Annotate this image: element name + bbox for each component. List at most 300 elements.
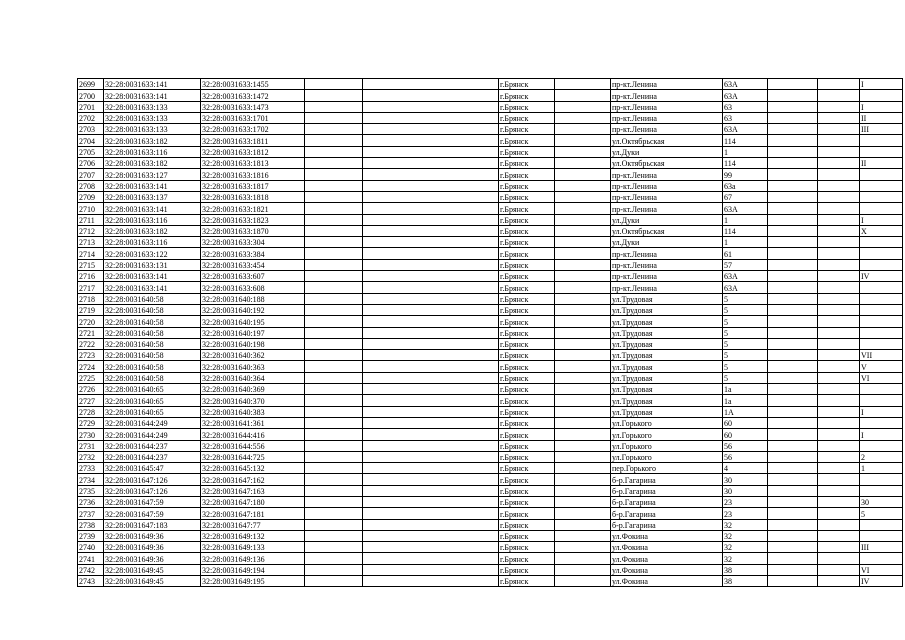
row-number-cell: 2731 bbox=[78, 440, 104, 451]
empty-cell-b bbox=[363, 474, 499, 485]
table-row bbox=[78, 474, 903, 485]
city-cell: г.Брянск bbox=[499, 451, 555, 462]
object-cadastral-number-cell: 32:28:0031640:362 bbox=[201, 350, 305, 361]
parcel-cadastral-number-cell: 32:28:0031633:133 bbox=[104, 101, 201, 112]
street-cell: ул.Трудовая bbox=[611, 293, 723, 304]
street-cell: ул.Горького bbox=[611, 429, 723, 440]
table-row bbox=[78, 496, 903, 507]
table-row bbox=[78, 338, 903, 349]
object-cadastral-number-cell: 32:28:0031633:454 bbox=[201, 259, 305, 270]
empty-cell-c bbox=[555, 124, 611, 135]
house-number-cell: 30 bbox=[723, 485, 768, 496]
street-cell: пр-кт.Ленина bbox=[611, 180, 723, 191]
empty-cell-b bbox=[363, 542, 499, 553]
street-cell: ул.Трудовая bbox=[611, 316, 723, 327]
object-cadastral-number-cell: 32:28:0031649:195 bbox=[201, 576, 305, 587]
empty-cell-c bbox=[555, 508, 611, 519]
empty-cell-e bbox=[818, 101, 860, 112]
city-cell: г.Брянск bbox=[499, 553, 555, 564]
table-row bbox=[78, 248, 903, 259]
city-cell: г.Брянск bbox=[499, 496, 555, 507]
object-cadastral-number-cell: 32:28:0031649:133 bbox=[201, 542, 305, 553]
city-cell: г.Брянск bbox=[499, 474, 555, 485]
unit-number-cell bbox=[860, 417, 903, 428]
house-number-cell: 99 bbox=[723, 169, 768, 180]
empty-cell-d bbox=[768, 553, 818, 564]
empty-cell-c bbox=[555, 372, 611, 383]
empty-cell-b bbox=[363, 79, 499, 90]
street-cell: ул.Октябрьская bbox=[611, 135, 723, 146]
unit-number-cell: II bbox=[860, 112, 903, 123]
house-number-cell: 1 bbox=[723, 146, 768, 157]
object-cadastral-number-cell: 32:28:0031633:1702 bbox=[201, 124, 305, 135]
house-number-cell: 23 bbox=[723, 508, 768, 519]
object-cadastral-number-cell: 32:28:0031640:198 bbox=[201, 338, 305, 349]
empty-cell-e bbox=[818, 417, 860, 428]
street-cell: б-р.Гагарина bbox=[611, 519, 723, 530]
empty-cell-b bbox=[363, 180, 499, 191]
object-cadastral-number-cell: 32:28:0031633:1813 bbox=[201, 158, 305, 169]
object-cadastral-number-cell: 32:28:0031633:304 bbox=[201, 237, 305, 248]
row-number-cell: 2699 bbox=[78, 79, 104, 90]
empty-cell-b bbox=[363, 124, 499, 135]
street-cell: пр-кт.Ленина bbox=[611, 79, 723, 90]
empty-cell-d bbox=[768, 158, 818, 169]
street-cell: ул.Дуки bbox=[611, 214, 723, 225]
row-number-cell: 2732 bbox=[78, 451, 104, 462]
row-number-cell: 2741 bbox=[78, 553, 104, 564]
parcel-cadastral-number-cell: 32:28:0031633:182 bbox=[104, 135, 201, 146]
house-number-cell: 61 bbox=[723, 248, 768, 259]
empty-cell-c bbox=[555, 417, 611, 428]
empty-cell-c bbox=[555, 282, 611, 293]
empty-cell-b bbox=[363, 440, 499, 451]
empty-cell-c bbox=[555, 316, 611, 327]
row-number-cell: 2706 bbox=[78, 158, 104, 169]
table-row bbox=[78, 429, 903, 440]
table-row bbox=[78, 146, 903, 157]
row-number-cell: 2700 bbox=[78, 90, 104, 101]
empty-cell-a bbox=[305, 496, 363, 507]
street-cell: ул.Горького bbox=[611, 417, 723, 428]
street-cell: ул.Трудовая bbox=[611, 304, 723, 315]
street-cell: пр-кт.Ленина bbox=[611, 101, 723, 112]
empty-cell-d bbox=[768, 304, 818, 315]
object-cadastral-number-cell: 32:28:0031647:163 bbox=[201, 485, 305, 496]
empty-cell-e bbox=[818, 237, 860, 248]
empty-cell-d bbox=[768, 180, 818, 191]
empty-cell-b bbox=[363, 214, 499, 225]
empty-cell-a bbox=[305, 191, 363, 202]
empty-cell-e bbox=[818, 282, 860, 293]
house-number-cell: 114 bbox=[723, 135, 768, 146]
empty-cell-c bbox=[555, 564, 611, 575]
parcel-cadastral-number-cell: 32:28:0031644:237 bbox=[104, 440, 201, 451]
house-number-cell: 63А bbox=[723, 282, 768, 293]
unit-number-cell: III bbox=[860, 124, 903, 135]
empty-cell-c bbox=[555, 463, 611, 474]
parcel-cadastral-number-cell: 32:28:0031640:58 bbox=[104, 338, 201, 349]
city-cell: г.Брянск bbox=[499, 225, 555, 236]
empty-cell-e bbox=[818, 384, 860, 395]
unit-number-cell: X bbox=[860, 225, 903, 236]
object-cadastral-number-cell: 32:28:0031633:1472 bbox=[201, 90, 305, 101]
unit-number-cell: VII bbox=[860, 350, 903, 361]
empty-cell-a bbox=[305, 248, 363, 259]
street-cell: пр-кт.Ленина bbox=[611, 90, 723, 101]
parcel-cadastral-number-cell: 32:28:0031649:36 bbox=[104, 530, 201, 541]
house-number-cell: 114 bbox=[723, 158, 768, 169]
house-number-cell: 60 bbox=[723, 417, 768, 428]
street-cell: ул.Горького bbox=[611, 440, 723, 451]
empty-cell-c bbox=[555, 271, 611, 282]
empty-cell-a bbox=[305, 485, 363, 496]
house-number-cell: 30 bbox=[723, 474, 768, 485]
empty-cell-e bbox=[818, 124, 860, 135]
empty-cell-c bbox=[555, 146, 611, 157]
empty-cell-d bbox=[768, 248, 818, 259]
empty-cell-c bbox=[555, 384, 611, 395]
empty-cell-c bbox=[555, 214, 611, 225]
parcel-cadastral-number-cell: 32:28:0031647:126 bbox=[104, 485, 201, 496]
empty-cell-a bbox=[305, 406, 363, 417]
table-row bbox=[78, 508, 903, 519]
row-number-cell: 2719 bbox=[78, 304, 104, 315]
empty-cell-a bbox=[305, 90, 363, 101]
empty-cell-d bbox=[768, 361, 818, 372]
empty-cell-a bbox=[305, 112, 363, 123]
house-number-cell: 63А bbox=[723, 124, 768, 135]
row-number-cell: 2726 bbox=[78, 384, 104, 395]
empty-cell-d bbox=[768, 576, 818, 587]
empty-cell-a bbox=[305, 576, 363, 587]
unit-number-cell: II bbox=[860, 158, 903, 169]
empty-cell-d bbox=[768, 372, 818, 383]
row-number-cell: 2727 bbox=[78, 395, 104, 406]
empty-cell-b bbox=[363, 508, 499, 519]
empty-cell-c bbox=[555, 361, 611, 372]
unit-number-cell bbox=[860, 440, 903, 451]
row-number-cell: 2722 bbox=[78, 338, 104, 349]
empty-cell-e bbox=[818, 508, 860, 519]
table-row bbox=[78, 112, 903, 123]
table-row bbox=[78, 180, 903, 191]
empty-cell-b bbox=[363, 316, 499, 327]
object-cadastral-number-cell: 32:28:0031640:363 bbox=[201, 361, 305, 372]
table-row bbox=[78, 395, 903, 406]
empty-cell-b bbox=[363, 384, 499, 395]
city-cell: г.Брянск bbox=[499, 519, 555, 530]
empty-cell-d bbox=[768, 225, 818, 236]
unit-number-cell bbox=[860, 90, 903, 101]
street-cell: ул.Фокина bbox=[611, 542, 723, 553]
city-cell: г.Брянск bbox=[499, 248, 555, 259]
empty-cell-c bbox=[555, 485, 611, 496]
row-number-cell: 2729 bbox=[78, 417, 104, 428]
unit-number-cell bbox=[860, 485, 903, 496]
street-cell: ул.Трудовая bbox=[611, 350, 723, 361]
empty-cell-d bbox=[768, 327, 818, 338]
empty-cell-b bbox=[363, 372, 499, 383]
object-cadastral-number-cell: 32:28:0031640:370 bbox=[201, 395, 305, 406]
street-cell: б-р.Гагарина bbox=[611, 508, 723, 519]
empty-cell-a bbox=[305, 79, 363, 90]
house-number-cell: 5 bbox=[723, 350, 768, 361]
unit-number-cell bbox=[860, 519, 903, 530]
unit-number-cell bbox=[860, 191, 903, 202]
street-cell: ул.Фокина bbox=[611, 530, 723, 541]
empty-cell-c bbox=[555, 542, 611, 553]
house-number-cell: 32 bbox=[723, 519, 768, 530]
empty-cell-a bbox=[305, 203, 363, 214]
table-row bbox=[78, 553, 903, 564]
empty-cell-a bbox=[305, 338, 363, 349]
parcel-cadastral-number-cell: 32:28:0031649:36 bbox=[104, 553, 201, 564]
city-cell: г.Брянск bbox=[499, 350, 555, 361]
street-cell: пр-кт.Ленина bbox=[611, 169, 723, 180]
object-cadastral-number-cell: 32:28:0031633:1816 bbox=[201, 169, 305, 180]
row-number-cell: 2734 bbox=[78, 474, 104, 485]
object-cadastral-number-cell: 32:28:0031633:1812 bbox=[201, 146, 305, 157]
empty-cell-d bbox=[768, 463, 818, 474]
parcel-cadastral-number-cell: 32:28:0031633:131 bbox=[104, 259, 201, 270]
parcel-cadastral-number-cell: 32:28:0031640:58 bbox=[104, 316, 201, 327]
unit-number-cell: V bbox=[860, 361, 903, 372]
empty-cell-e bbox=[818, 485, 860, 496]
row-number-cell: 2739 bbox=[78, 530, 104, 541]
empty-cell-a bbox=[305, 225, 363, 236]
object-cadastral-number-cell: 32:28:0031640:195 bbox=[201, 316, 305, 327]
city-cell: г.Брянск bbox=[499, 508, 555, 519]
parcel-cadastral-number-cell: 32:28:0031633:127 bbox=[104, 169, 201, 180]
house-number-cell: 5 bbox=[723, 372, 768, 383]
empty-cell-b bbox=[363, 350, 499, 361]
parcel-cadastral-number-cell: 32:28:0031644:237 bbox=[104, 451, 201, 462]
unit-number-cell bbox=[860, 316, 903, 327]
empty-cell-e bbox=[818, 293, 860, 304]
object-cadastral-number-cell: 32:28:0031644:725 bbox=[201, 451, 305, 462]
object-cadastral-number-cell: 32:28:0031640:188 bbox=[201, 293, 305, 304]
empty-cell-c bbox=[555, 169, 611, 180]
row-number-cell: 2709 bbox=[78, 191, 104, 202]
empty-cell-b bbox=[363, 496, 499, 507]
empty-cell-b bbox=[363, 112, 499, 123]
unit-number-cell: I bbox=[860, 429, 903, 440]
empty-cell-b bbox=[363, 248, 499, 259]
city-cell: г.Брянск bbox=[499, 361, 555, 372]
city-cell: г.Брянск bbox=[499, 90, 555, 101]
empty-cell-e bbox=[818, 304, 860, 315]
object-cadastral-number-cell: 32:28:0031649:136 bbox=[201, 553, 305, 564]
street-cell: ул.Дуки bbox=[611, 237, 723, 248]
parcel-cadastral-number-cell: 32:28:0031640:58 bbox=[104, 293, 201, 304]
unit-number-cell: IV bbox=[860, 271, 903, 282]
empty-cell-a bbox=[305, 530, 363, 541]
row-number-cell: 2730 bbox=[78, 429, 104, 440]
parcel-cadastral-number-cell: 32:28:0031644:249 bbox=[104, 429, 201, 440]
empty-cell-b bbox=[363, 485, 499, 496]
house-number-cell: 5 bbox=[723, 361, 768, 372]
table-row bbox=[78, 191, 903, 202]
empty-cell-c bbox=[555, 327, 611, 338]
house-number-cell: 5 bbox=[723, 304, 768, 315]
empty-cell-c bbox=[555, 191, 611, 202]
parcel-cadastral-number-cell: 32:28:0031633:182 bbox=[104, 225, 201, 236]
street-cell: пр-кт.Ленина bbox=[611, 124, 723, 135]
empty-cell-a bbox=[305, 474, 363, 485]
house-number-cell: 32 bbox=[723, 553, 768, 564]
row-number-cell: 2723 bbox=[78, 350, 104, 361]
empty-cell-e bbox=[818, 350, 860, 361]
parcel-cadastral-number-cell: 32:28:0031640:58 bbox=[104, 361, 201, 372]
table-body bbox=[78, 79, 903, 587]
object-cadastral-number-cell: 32:28:0031633:1821 bbox=[201, 203, 305, 214]
empty-cell-e bbox=[818, 530, 860, 541]
table-row bbox=[78, 158, 903, 169]
empty-cell-d bbox=[768, 259, 818, 270]
row-number-cell: 2721 bbox=[78, 327, 104, 338]
empty-cell-a bbox=[305, 463, 363, 474]
empty-cell-e bbox=[818, 564, 860, 575]
empty-cell-a bbox=[305, 101, 363, 112]
table-row bbox=[78, 214, 903, 225]
row-number-cell: 2724 bbox=[78, 361, 104, 372]
row-number-cell: 2728 bbox=[78, 406, 104, 417]
empty-cell-a bbox=[305, 327, 363, 338]
row-number-cell: 2710 bbox=[78, 203, 104, 214]
street-cell: ул.Фокина bbox=[611, 553, 723, 564]
parcel-cadastral-number-cell: 32:28:0031649:45 bbox=[104, 576, 201, 587]
table-row bbox=[78, 259, 903, 270]
house-number-cell: 1А bbox=[723, 406, 768, 417]
empty-cell-c bbox=[555, 474, 611, 485]
city-cell: г.Брянск bbox=[499, 384, 555, 395]
empty-cell-e bbox=[818, 372, 860, 383]
empty-cell-b bbox=[363, 90, 499, 101]
row-number-cell: 2735 bbox=[78, 485, 104, 496]
table-row bbox=[78, 384, 903, 395]
object-cadastral-number-cell: 32:28:0031633:1823 bbox=[201, 214, 305, 225]
empty-cell-a bbox=[305, 135, 363, 146]
empty-cell-c bbox=[555, 135, 611, 146]
unit-number-cell bbox=[860, 384, 903, 395]
house-number-cell: 114 bbox=[723, 225, 768, 236]
empty-cell-a bbox=[305, 361, 363, 372]
house-number-cell: 32 bbox=[723, 530, 768, 541]
empty-cell-c bbox=[555, 519, 611, 530]
unit-number-cell bbox=[860, 237, 903, 248]
street-cell: пр-кт.Ленина bbox=[611, 259, 723, 270]
object-cadastral-number-cell: 32:28:0031640:383 bbox=[201, 406, 305, 417]
empty-cell-c bbox=[555, 180, 611, 191]
city-cell: г.Брянск bbox=[499, 101, 555, 112]
row-number-cell: 2711 bbox=[78, 214, 104, 225]
empty-cell-b bbox=[363, 406, 499, 417]
row-number-cell: 2725 bbox=[78, 372, 104, 383]
empty-cell-a bbox=[305, 158, 363, 169]
house-number-cell: 5 bbox=[723, 327, 768, 338]
empty-cell-b bbox=[363, 361, 499, 372]
empty-cell-e bbox=[818, 158, 860, 169]
empty-cell-d bbox=[768, 530, 818, 541]
empty-cell-c bbox=[555, 259, 611, 270]
object-cadastral-number-cell: 32:28:0031641:361 bbox=[201, 417, 305, 428]
parcel-cadastral-number-cell: 32:28:0031633:122 bbox=[104, 248, 201, 259]
parcel-cadastral-number-cell: 32:28:0031633:141 bbox=[104, 180, 201, 191]
empty-cell-b bbox=[363, 158, 499, 169]
row-number-cell: 2707 bbox=[78, 169, 104, 180]
empty-cell-a bbox=[305, 271, 363, 282]
empty-cell-a bbox=[305, 384, 363, 395]
row-number-cell: 2703 bbox=[78, 124, 104, 135]
empty-cell-e bbox=[818, 361, 860, 372]
object-cadastral-number-cell: 32:28:0031644:416 bbox=[201, 429, 305, 440]
empty-cell-e bbox=[818, 553, 860, 564]
empty-cell-d bbox=[768, 338, 818, 349]
city-cell: г.Брянск bbox=[499, 395, 555, 406]
city-cell: г.Брянск bbox=[499, 316, 555, 327]
street-cell: ул.Трудовая bbox=[611, 406, 723, 417]
house-number-cell: 63 bbox=[723, 112, 768, 123]
unit-number-cell: 1 bbox=[860, 463, 903, 474]
empty-cell-a bbox=[305, 350, 363, 361]
object-cadastral-number-cell: 32:28:0031644:556 bbox=[201, 440, 305, 451]
city-cell: г.Брянск bbox=[499, 79, 555, 90]
empty-cell-b bbox=[363, 519, 499, 530]
empty-cell-e bbox=[818, 146, 860, 157]
street-cell: ул.Фокина bbox=[611, 564, 723, 575]
object-cadastral-number-cell: 32:28:0031633:1817 bbox=[201, 180, 305, 191]
object-cadastral-number-cell: 32:28:0031633:1455 bbox=[201, 79, 305, 90]
object-cadastral-number-cell: 32:28:0031633:1818 bbox=[201, 191, 305, 202]
empty-cell-d bbox=[768, 214, 818, 225]
city-cell: г.Брянск bbox=[499, 214, 555, 225]
house-number-cell: 56 bbox=[723, 440, 768, 451]
table-row bbox=[78, 271, 903, 282]
city-cell: г.Брянск bbox=[499, 271, 555, 282]
unit-number-cell: I bbox=[860, 101, 903, 112]
empty-cell-a bbox=[305, 169, 363, 180]
house-number-cell: 1а bbox=[723, 384, 768, 395]
empty-cell-b bbox=[363, 429, 499, 440]
empty-cell-e bbox=[818, 338, 860, 349]
unit-number-cell: IV bbox=[860, 576, 903, 587]
empty-cell-a bbox=[305, 237, 363, 248]
empty-cell-b bbox=[363, 304, 499, 315]
table-row bbox=[78, 463, 903, 474]
unit-number-cell: 5 bbox=[860, 508, 903, 519]
row-number-cell: 2702 bbox=[78, 112, 104, 123]
city-cell: г.Брянск bbox=[499, 485, 555, 496]
empty-cell-c bbox=[555, 530, 611, 541]
empty-cell-e bbox=[818, 259, 860, 270]
city-cell: г.Брянск bbox=[499, 417, 555, 428]
table-row bbox=[78, 576, 903, 587]
city-cell: г.Брянск bbox=[499, 146, 555, 157]
street-cell: ул.Трудовая bbox=[611, 395, 723, 406]
street-cell: пр-кт.Ленина bbox=[611, 271, 723, 282]
city-cell: г.Брянск bbox=[499, 564, 555, 575]
row-number-cell: 2715 bbox=[78, 259, 104, 270]
empty-cell-e bbox=[818, 180, 860, 191]
parcel-cadastral-number-cell: 32:28:0031645:47 bbox=[104, 463, 201, 474]
empty-cell-b bbox=[363, 282, 499, 293]
city-cell: г.Брянск bbox=[499, 191, 555, 202]
empty-cell-b bbox=[363, 530, 499, 541]
empty-cell-d bbox=[768, 496, 818, 507]
city-cell: г.Брянск bbox=[499, 282, 555, 293]
street-cell: ул.Фокина bbox=[611, 576, 723, 587]
